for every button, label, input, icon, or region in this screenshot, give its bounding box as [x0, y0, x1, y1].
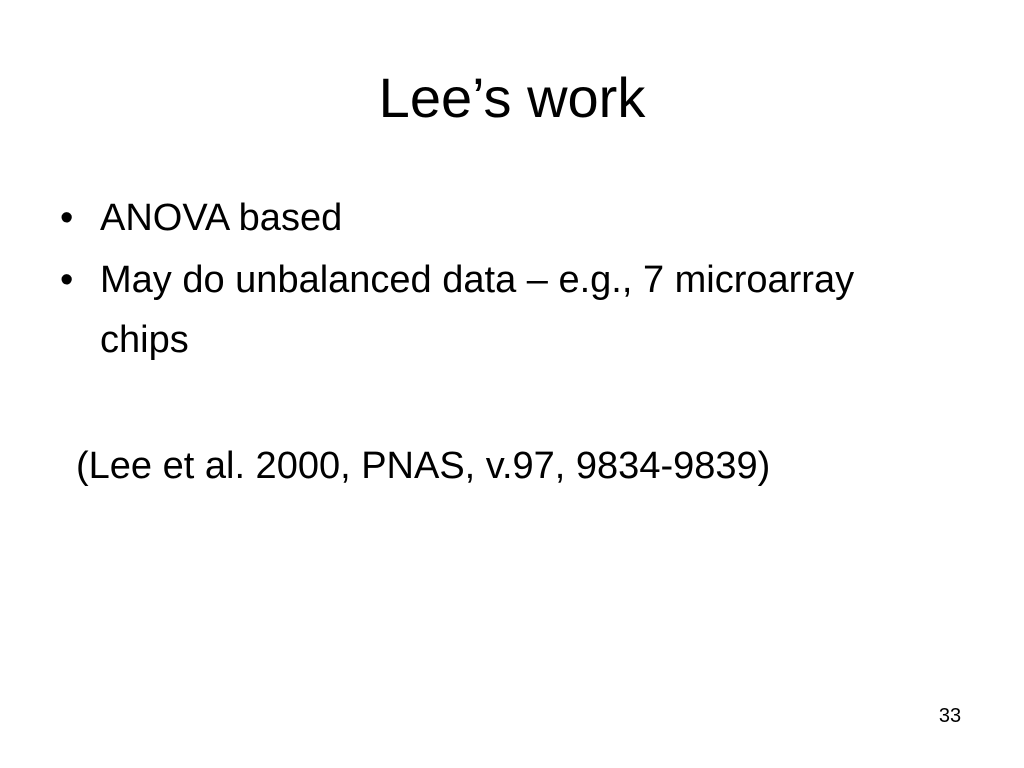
- page-number: 33: [938, 705, 962, 727]
- bullet-item: [60, 188, 920, 248]
- bullet-icon: •: [60, 259, 74, 301]
- bullet-icon: •: [60, 197, 74, 239]
- citation-text: (Lee et al. 2000, PNAS, v.97, 9834-9839): [76, 445, 771, 487]
- bullet-list: [60, 188, 920, 372]
- bullet-text: May do unbalanced data – e.g., 7 microarray chips: [100, 259, 855, 361]
- bullet-item: [60, 250, 920, 370]
- bullet-text: ANOVA based: [100, 197, 343, 239]
- slide-title: Lee’s work: [378, 66, 646, 129]
